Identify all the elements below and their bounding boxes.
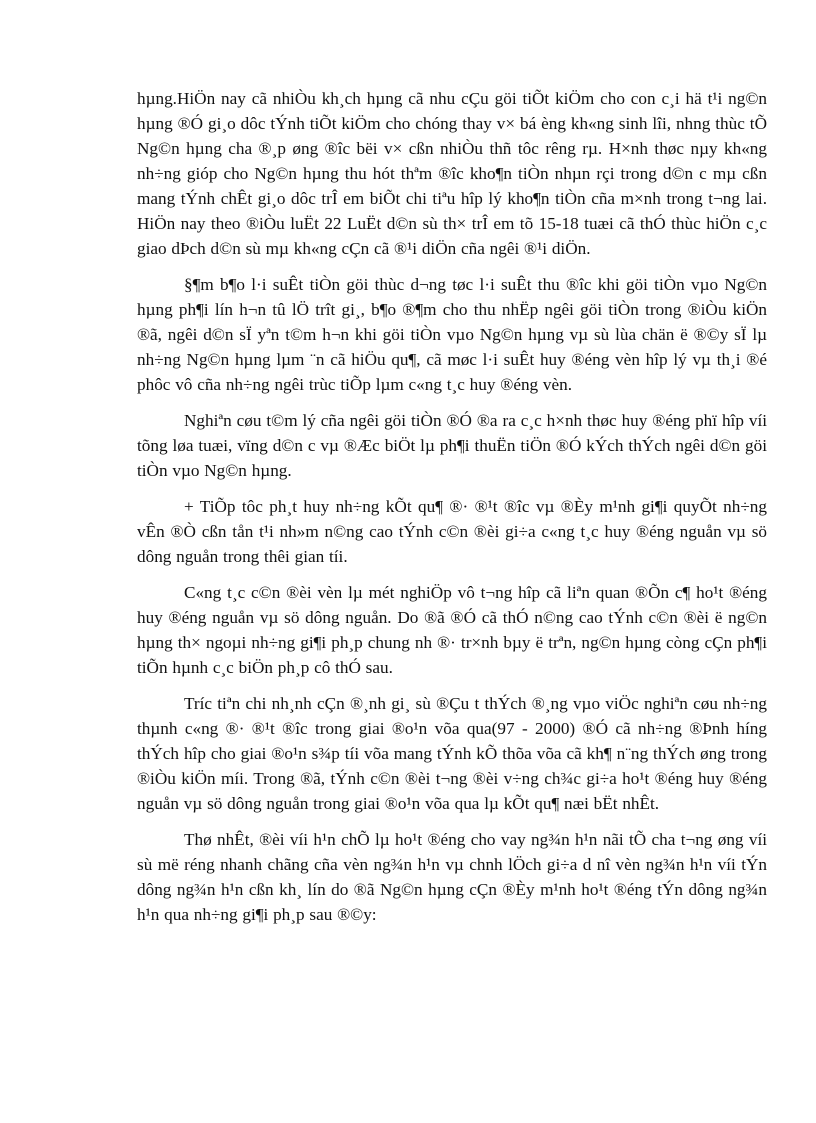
paragraph-7: Thø nhÊt, ®èi víi h¹n chÕ lµ ho¹t ®éng cho vay ng¾n h¹n nãi tÕ cha t¬ng øng víi sù më réng nhanh chãng cña vèn ng¾n h¹n vµ chnh lÖch gi÷a d nî vèn ng¾n h¹n víi tÝn dông ng¾n h¹n cßn kh¸ lín do ®ã Ng©n hµng cÇn ®Èy m¹nh ho¹t ®éng tÝn dông ng¾n h¹n qua nh÷ng gi¶i ph¸p sau ®©y: xyxy=(137,830,767,924)
paragraph-3: Nghiªn cøu t©m lý cña ngêi göi tiÒn ®Ó ®a ra c¸c h×nh thøc huy ®éng phï hîp víi tõng løa tuæi, vïng d©n c vµ ®Æc biÖt lµ ph¶i thuËn tiÖn ®Ó kÝch thÝch ngêi d©n göi tiÒn vµo Ng©n hµng. xyxy=(137,411,767,480)
document-body xyxy=(137,86,767,938)
paragraph-5: C«ng t¸c c©n ®èi vèn lµ mét nghiÖp vô t¬ng hîp cã liªn quan ®Õn c¶ ho¹t ®éng huy ®éng nguån vµ sö dông nguån. Do ®ã ®Ó cã thÓ n©ng cao tÝnh c©n ®èi ë ng©n hµng th× ngoµi nh÷ng gi¶i ph¸p chung nh ®· tr×nh bµy ë trªn, ng©n hµng còng cÇn ph¶i tiÕn hµnh c¸c biÖn ph¸p cô thÓ sau. xyxy=(137,583,767,677)
paragraph-2: §¶m b¶o l·i suÊt tiÒn göi thùc d¬ng tøc l·i suÊt thu ®îc khi göi tiÒn vµo Ng©n hµng ph¶i lín h¬n tû lÖ trît gi¸, b¶o ®¶m cho thu nhËp ngêi göi tiÒn trong ®iÒu kiÖn ®ã, ngêi d©n sÏ yªn t©m h¬n khi göi tiÒn vµo Ng©n hµng vµ sù lùa chän ë ®©y sÏ lµ nh÷ng Ng©n hµng lµm ¨n cã hiÖu qu¶, cã møc l·i suÊt huy ®éng vèn hîp lý vµ th¸i ®é phôc vô cña nh÷ng ngêi trùc tiÕp lµm c«ng t¸c huy ®éng vèn. xyxy=(137,275,767,394)
paragraph-1: hµng.HiÖn nay cã nhiÒu kh¸ch hµng cã nhu cÇu göi tiÕt kiÖm cho con c¸i hä t¹i ng©n hµng ®Ó gi¸o dôc tÝnh tiÕt kiÖm cho chóng thay v× bá èng kh«ng sinh lîi, nhng thùc tÕ Ng©n hµng cha ®¸p øng ®îc bëi v× cßn nhiÒu thñ tôc rêng rµ. H×nh thøc nµy kh«ng nh÷ng gióp cho Ng©n hµng thu hót thªm ®îc kho¶n tiÒn nhµn rçi trong d©n c mµ cßn mang tÝnh chÊt gi¸o dôc trÎ em biÕt chi tiªu hîp lý kho¶n tiÒn cña m×nh trong t¬ng lai. HiÖn nay theo ®iÒu luËt 22 LuËt d©n sù th× trÎ em tõ 15-18 tuæi cã thÓ thùc hiÖn c¸c giao dÞch d©n sù mµ kh«ng cÇn cã ®¹i diÖn cña ngêi ®¹i diÖn. xyxy=(137,89,767,258)
paragraph-4: + TiÕp tôc ph¸t huy nh÷ng kÕt qu¶ ®· ®¹t ®îc vµ ®Èy m¹nh gi¶i quyÕt nh÷ng vÊn ®Ò cßn tån t¹i nh»m n©ng cao tÝnh c©n ®èi gi÷a c«ng t¸c huy ®éng nguån vµ sö dông nguån trong thêi gian tíi. xyxy=(137,497,767,566)
paragraph-6: Tríc tiªn chi nh¸nh cÇn ®¸nh gi¸ sù ®Çu t thÝch ®¸ng vµo viÖc nghiªn cøu nh÷ng thµnh c«ng ®· ®¹t ®îc trong giai ®o¹n võa qua(97 - 2000) ®Ó cã nh÷ng ®Þnh híng thÝch hîp cho giai ®o¹n s¾p tíi võa mang tÝnh kÕ thõa võa cã kh¶ n¨ng thÝch øng trong ®iÒu kiÖn míi. Trong ®ã, tÝnh c©n ®èi t¬ng ®èi v÷ng ch¾c gi÷a ho¹t ®éng huy ®éng nguån vµ sö dông nguån trong giai ®o¹n võa qua lµ kÕt qu¶ næi bËt nhÊt. xyxy=(137,694,767,813)
